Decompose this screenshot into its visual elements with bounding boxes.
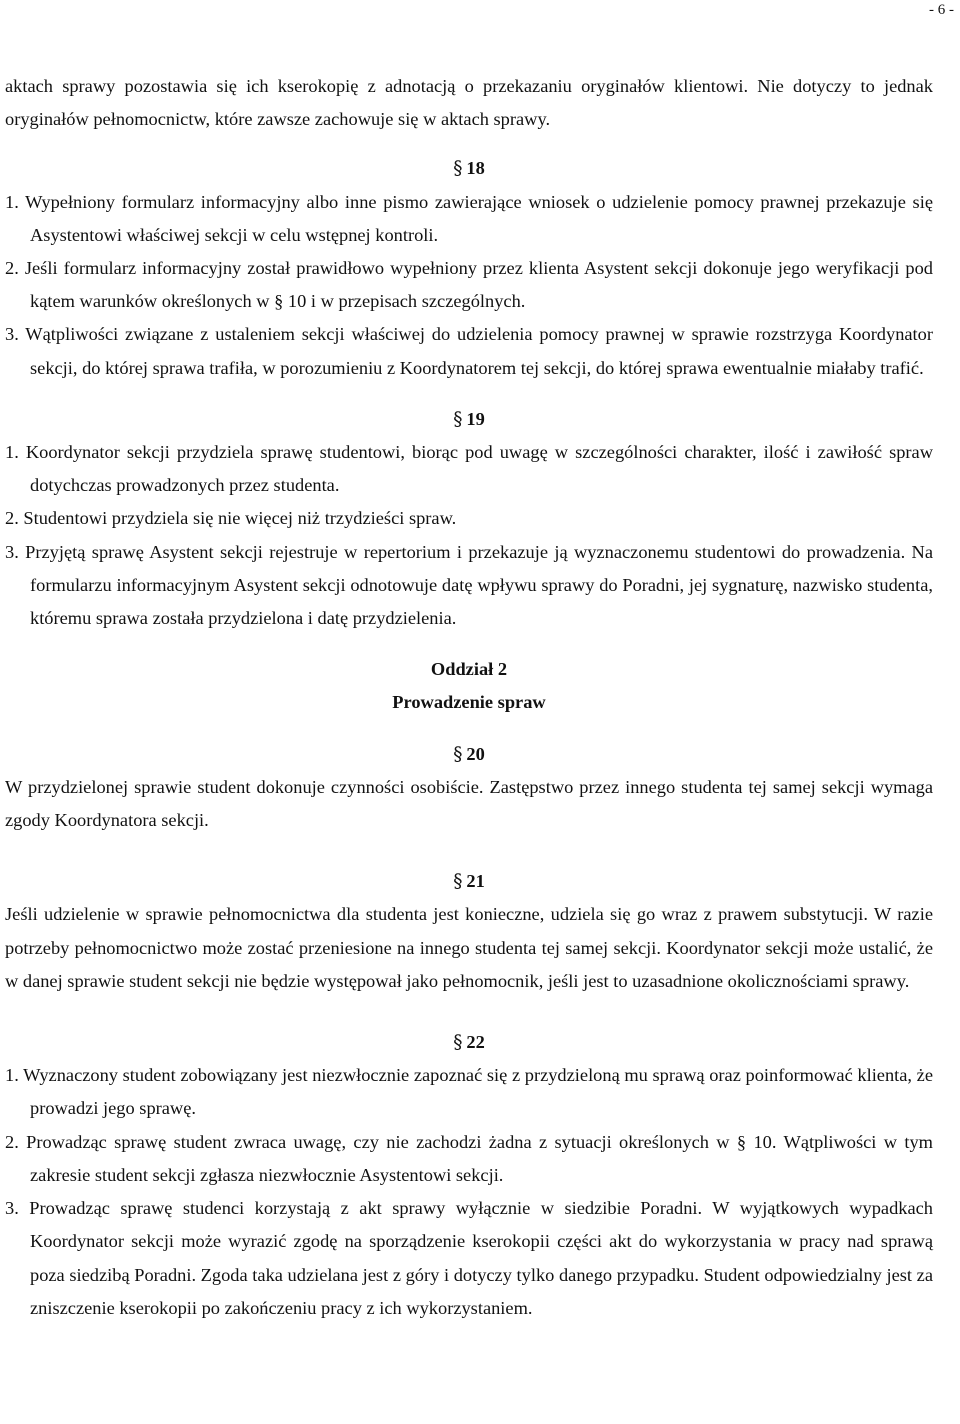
division-subtitle: Prowadzenie spraw [392,692,546,713]
document-body [5,70,933,1325]
list-item: 2. Jeśli formularz informacyjny został prawidłowo wypełniony przez klienta Asystent sekcji dokonuje jego weryfikacji pod kątem warunków określonych w § 10 i w przepisach szczególnych. [5,258,933,312]
section-heading-19: § 19 [453,408,485,430]
section-number: 22 [466,1032,485,1053]
page-number: - 6 - [929,2,954,18]
list-item: 1. Wypełniony formularz informacyjny albo inne pismo zawierające wniosek o udzielenie pomocy prawnej przekazuje się Asystentowi właściwej sekcji w celu wstępnej kontroli. [5,191,933,245]
section-number: 21 [466,871,485,892]
paragraph: W przydzielonej sprawie student dokonuje czynności osobiście. Zastępstwo przez innego studenta tej samej sekcji wymaga zgody Koordynatora sekcji. [5,776,933,831]
section-heading-21: § 21 [453,871,485,893]
list-item: 3. Przyjętą sprawę Asystent sekcji rejestruje w repertorium i przekazuje ją wyznaczonemu studentowi do prowadzenia. Na formularzu informacyjnym Asystent sekcji odnotowuje datę wpływu sprawy do Poradni, jej sygnaturę, nazwisko studenta, któremu sprawa została przydzielona i datę przydzielenia. [5,541,933,629]
list-item: 1. Koordynator sekcji przydziela sprawę studentowi, biorąc pod uwagę w szczególności charakter, ilość i zawiłość spraw dotychczas prowadzonych przez studenta. [5,442,933,496]
list-item: 3. Wątpliwości związane z ustaleniem sekcji właściwej do udzielenia pomocy prawnej w sprawie rozstrzyga Koordynator sekcji, do której sprawa trafiła, w porozumieniu z Koordynatorem tej sekcji, do której sprawa ewentualnie miałaby trafić. [5,324,933,378]
section-number: 20 [466,743,485,764]
list-item: 3. Prowadząc sprawę studenci korzystają z akt sprawy wyłącznie w siedzibie Poradni. W wyjątkowych wypadkach Koordynator sekcji może wyrazić zgodę na sporządzenie kserokopii części akt do wykorzystania w pracy nad sprawą poza siedzibą Poradni. Zgoda taka udzielana jest z góry i dotyczy tylko danego przypadku. Student odpowiedzialny jest za zniszczenie kserokopii po zakończeniu pracy z ich wykorzystaniem. [5,1198,933,1318]
list-item: 2. Prowadząc sprawę student zwraca uwagę, czy nie zachodzi żadna z sytuacji określonych w § 10. Wątpliwości w tym zakresie student sekcji zgłasza niezwłocznie Asystentowi sekcji. [5,1131,933,1185]
section-heading-20: § 20 [453,743,485,765]
section-heading-22: § 22 [453,1032,485,1054]
division-title: Oddział 2 [430,659,508,680]
paragraph: Jeśli udzielenie w sprawie pełnomocnictwa dla studenta jest konieczne, udziela się go wraz z prawem substytucji. W razie potrzeby pełnomocnictwo może zostać przeniesione na innego studenta tej samej sekcji. Koordynator sekcji może ustalić, że w danej sprawie student sekcji nie będzie występował jako pełnomocnik, jeśli jest to uzasadnione okolicznościami sprawy. [5,904,933,991]
list-item: 1. Wyznaczony student zobowiązany jest niezwłocznie zapoznać się z przydzieloną mu sprawą oraz poinformować klienta, że prowadzi jego sprawę. [5,1065,933,1119]
list-item: 2. Studentowi przydziela się nie więcej niż trzydzieści spraw. [5,508,457,529]
section-number: 19 [466,408,485,429]
section-number: 18 [466,158,485,179]
paragraph-continuation: aktach sprawy pozostawia się ich kserokopię z adnotacją o przekazaniu oryginałów klientowi. Nie dotyczy to jednak oryginałów pełnomocnictw, które zawsze zachowuje się w aktach sprawy. [5,76,933,130]
section-heading-18: § 18 [453,158,485,180]
